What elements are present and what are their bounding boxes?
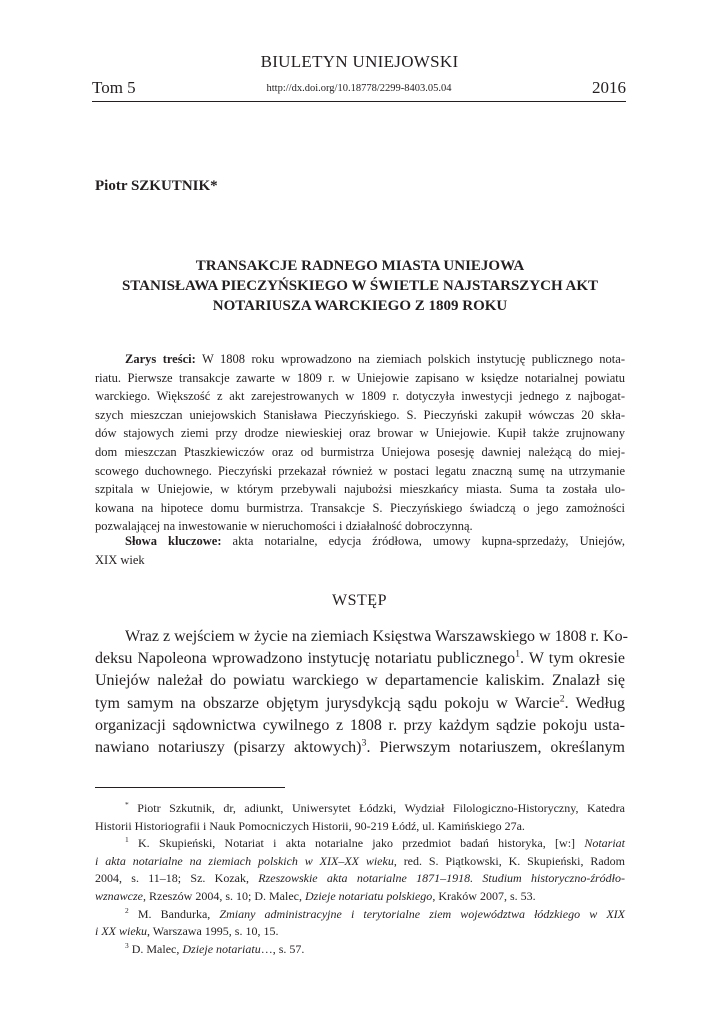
footnote-text: D. Malec,	[128, 941, 183, 956]
body-line: Uniejów należał do powiatu warckiego w departamencie kaliskim. Znalazł się	[95, 672, 625, 690]
footnote-line	[95, 906, 625, 924]
journal-name: BIULETYN UNIEJOWSKI	[260, 52, 459, 71]
running-header	[92, 78, 626, 100]
abstract-line: pozwalającej na inwestowanie w nieruchomości i działalność dobroczynną.	[95, 519, 473, 534]
footnote-mark: 3	[125, 940, 129, 950]
year-label: 2016	[592, 78, 626, 97]
body-line	[95, 737, 625, 759]
footnote-ref[interactable]: 1	[515, 648, 521, 660]
body-line: Wraz z wejściem w życie na ziemiach Księstwa Warszawskiego w 1808 r. Ko-	[125, 628, 628, 645]
footnote-ref[interactable]: 2	[559, 693, 565, 705]
footnote-text: , Rzeszów 2004, s. 10; D. Malec,	[143, 888, 305, 903]
abstract-text: W 1808 roku wprowadzono na ziemiach polskich instytucję publicznego nota-	[195, 352, 625, 366]
footnote-mark: 2	[125, 905, 129, 915]
footnotes	[95, 800, 625, 958]
footnote-line	[95, 835, 625, 853]
body-line: organizacji sądownictwa cywilnego z 1808 r. przy każdym sądzie pokoju usta-	[95, 716, 625, 734]
keywords-label: Słowa kluczowe:	[125, 534, 222, 548]
footnote-text: , Kraków 2007, s. 53.	[432, 888, 536, 903]
footnote-text: K. Skupieński, Notariat i akta notarialne jako przedmiot badań historyka, [w:]	[128, 836, 585, 851]
footnote-mark: *	[125, 800, 129, 809]
body-line	[95, 648, 625, 670]
header-rule	[92, 101, 626, 102]
footnote-line	[95, 800, 625, 818]
body-text-run: nawiano notariuszy (pisarzy aktowych)	[95, 739, 362, 757]
abstract-line: scowego duchownego. Pieczyński przekazał również w postaci legatu znaczną sumę na utrzymanie	[95, 463, 625, 478]
volume-label: Tom 5	[92, 78, 136, 97]
author-name: Piotr SZKUTNIK*	[95, 178, 218, 194]
abstract-label: Zarys treści:	[125, 352, 196, 366]
footnote-rule	[95, 787, 285, 788]
footnote-mark: 1	[125, 835, 129, 845]
footnote-line	[95, 941, 625, 959]
footnote-title: i akta notarialne na ziemiach polskich w XIX–XX wieku	[95, 853, 394, 868]
footnote-text: Piotr Szkutnik, dr, adiunkt, Uniwersytet Łódzki, Wydział Filologiczno-Historyczny, Katedra	[128, 801, 625, 815]
abstract-line: szych mieszczan uniejowskich Stanisława Pieczyńskiego. S. Pieczyński zakupił wówczas 20 skła-	[95, 407, 625, 422]
footnote-text: …, s. 57.	[260, 941, 305, 956]
footnote-text: 2004, s. 11–18; Sz. Kozak,	[95, 871, 259, 886]
footnote-line	[95, 853, 625, 871]
body-text-run: tym samym na obszarze objętym jurysdykcją sądu pokoju w Warcie	[95, 694, 560, 712]
keywords-line: XIX wiek	[95, 552, 145, 567]
keywords-text: akta notarialne, edycja źródłowa, umowy kupna-sprzedaży, Uniejów,	[221, 534, 625, 548]
footnote-text: , red. S. Piątkowski, K. Skupieński, Radom	[393, 853, 625, 868]
body-text-run: deksu Napoleona wprowadzono instytucję notariatu publicznego	[95, 650, 516, 668]
abstract-line	[95, 350, 625, 369]
footnote-title: Notariat	[584, 836, 625, 851]
abstract-line: riatu. Pierwsze transakcje zawarte w 1809 r. w Uniejowie zapisano w księdze notarialnej powiatu	[95, 370, 625, 385]
footnote-title: i XX wieku	[95, 924, 147, 939]
article-title	[95, 256, 625, 316]
body-text	[95, 626, 628, 759]
abstract	[95, 350, 625, 536]
footnote-line: Historii Historiografii i Nauk Pomocniczych Historii, 90-219 Łódź, ul. Kamińskiego 27a.	[95, 818, 525, 833]
keywords	[95, 532, 625, 569]
body-line	[95, 693, 625, 715]
abstract-line: kowana na hipotece domu burmistrza. Transakcje S. Pieczyńskiego świadczą o jego zamożności	[95, 500, 625, 515]
title-line: STANISŁAWA PIECZYŃSKIEGO W ŚWIETLE NAJSTARSZYCH AKT	[121, 278, 599, 294]
title-line: NOTARIUSZA WARCKIEGO Z 1809 ROKU	[212, 298, 508, 314]
footnote-title: Rzeszowskie akta notarialne 1871–1918. Studium historyczno-źródło-	[258, 871, 625, 886]
footnote-text: M. Bandurka,	[128, 906, 220, 921]
abstract-line: dów stajowych ziemi przy drodze niewieskiej oraz browar w Uniejowie. Kupił także zrujnowany	[95, 426, 625, 441]
footnote-line	[95, 888, 625, 906]
footnote-text: , Warszawa 1995, s. 10, 15.	[146, 924, 279, 939]
footnote-title: Zmiany administracyjne i terytorialne ziem województwa łódzkiego w XIX	[219, 906, 625, 921]
footnote-title: wznawcze	[95, 888, 143, 903]
footnote-title: Dzieje notariatu	[182, 941, 261, 956]
abstract-line: warckiego. Większość z akt zarejestrowanych w 1809 r. dotyczyła inwestycji jednego z najbogat-	[95, 389, 625, 404]
body-text-run: . W tym okresie	[520, 650, 625, 668]
footnote-line	[95, 870, 625, 888]
footnote-line	[95, 923, 625, 941]
footnote-title: Dzieje notariatu polskiego	[304, 888, 433, 903]
footnote-ref[interactable]: 3	[361, 737, 367, 749]
title-line: TRANSAKCJE RADNEGO MIASTA UNIEJOWA	[195, 258, 525, 274]
abstract-line: szpitala w Uniejowie, w którym przebywali najubożsi mieszkańcy miasta. Suma ta została ulo-	[95, 482, 625, 497]
abstract-line: dom mieszczan Ptaszkiewiczów oraz od burmistrza Uniejowa posesję dawniej należącą do miej-	[95, 444, 625, 459]
body-text-run: . Pierwszym notariuszem, określanym	[366, 739, 625, 757]
keywords-line	[95, 532, 625, 551]
doi-link[interactable]: http://dx.doi.org/10.18778/2299-8403.05.04	[266, 83, 452, 94]
section-heading: WSTĘP	[332, 592, 387, 609]
body-text-run: . Według	[564, 694, 625, 712]
